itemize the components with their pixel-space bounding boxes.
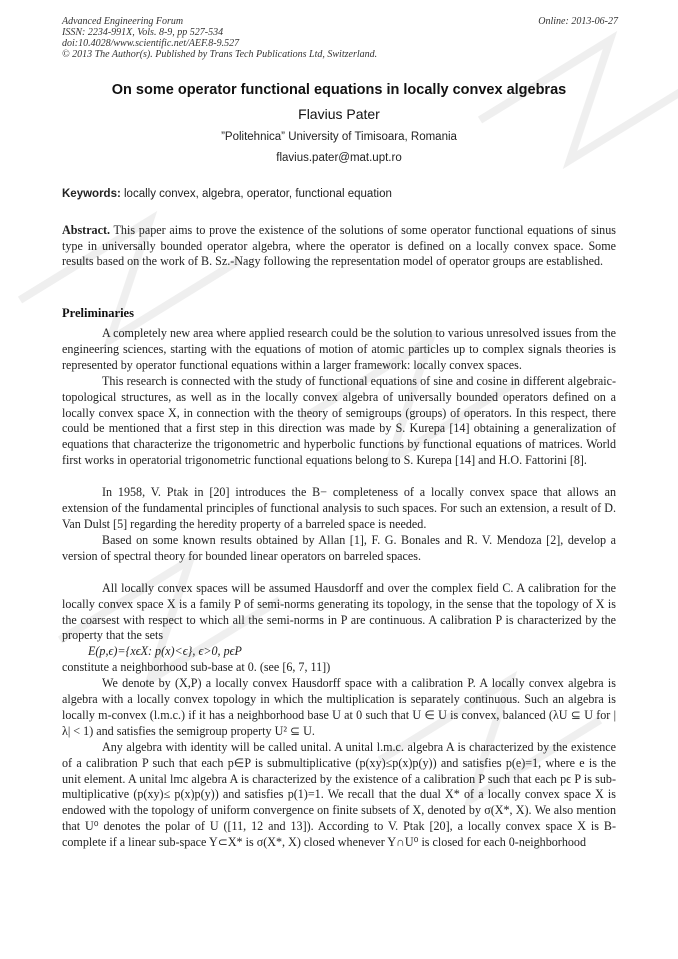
copyright-line: © 2013 The Author(s). Published by Trans Tech Publications Ltd, Switzerland. bbox=[62, 49, 378, 60]
author-affiliation: ”Politehnica” University of Timisoara, Romania bbox=[221, 131, 457, 143]
keywords bbox=[62, 188, 618, 200]
journal-header bbox=[62, 16, 618, 60]
keywords-text: locally convex, algebra, operator, functional equation bbox=[120, 188, 392, 200]
paragraph: A completely new area where applied research could be the solution to various unresolved issues from the engineering sciences, starting with the equations of motion of atomic particles up to complex signals theories is represented by operator functional equations within a larger framework: locally convex spaces. bbox=[62, 326, 616, 372]
paper-title: On some operator functional equations in locally convex algebras bbox=[111, 82, 567, 98]
issn-line: ISSN: 2234-991X, Vols. 8-9, pp 527-534 bbox=[62, 27, 224, 38]
paragraph: We denote by (X,P) a locally convex Hausdorff space with a calibration P. A locally convex algebra is algebra with a locally convex topology in which the multiplication is separately continuous. Such an algebra is locally m-convex (l.m.c.) if it has a neighborhood base U at 0 such that U ∈ U is convex, balanced (λU ⊆ U for |λ| < 1) and satisfies the semigroup property U² ⊆ U. bbox=[62, 676, 616, 738]
body-text bbox=[62, 326, 616, 851]
paragraph: constitute a neighborhood sub-base at 0. (see [6, 7, 11]) bbox=[62, 660, 331, 675]
author-name: Flavius Pater bbox=[298, 106, 380, 122]
section-heading: Preliminaries bbox=[62, 306, 134, 320]
keywords-label: Keywords: bbox=[62, 188, 121, 200]
formula-line: E(p,ϵ)={xϵX: p(x)<ϵ}, ϵ>0, pϵP bbox=[88, 644, 242, 659]
author-email-link[interactable]: flavius.pater@mat.upt.ro bbox=[276, 152, 402, 164]
journal-name: Advanced Engineering Forum bbox=[62, 16, 184, 27]
abstract bbox=[62, 223, 616, 270]
abstract-label: Abstract. bbox=[62, 223, 111, 237]
paragraph: All locally convex spaces will be assumed Hausdorff and over the complex field C. A calibration for the locally convex space X is a family P of semi-norms generating its topology, in the sense that the topology of X is the coarsest with respect to which all the semi-norms in P are continuous. A calibration P is characterized by the property that the sets bbox=[62, 580, 616, 643]
doi-link[interactable]: doi:10.4028/www.scientific.net/AEF.8-9.527 bbox=[62, 38, 240, 49]
paragraph: This research is connected with the study of functional equations of sine and cosine in different algebraic-topological structures, as well as in the locally convex algebra of universally bounded operators defined on a locally convex space X, in connection with the theory of semigroups (groups) of operators. In this respect, there could be mentioned that a first step in this direction was made by S. Kurepa [14] obtaining a generalization of equations that characterize the trigonometric and hyperbolic functions by functional equations of matrices. World first works in operatorial trigonometric functional equations belong to S. Kurepa [14] and H.O. Fattorini [8]. bbox=[62, 373, 616, 468]
paragraph: Based on some known results obtained by Allan [1], F. G. Bonales and R. V. Mendoza [2], develop a version of spectral theory for bounded linear operators on barreled spaces. bbox=[62, 532, 616, 563]
paragraph: In 1958, V. Ptak in [20] introduces the B− completeness of a locally convex space that allows an extension of the fundamental principles of functional analysis to such spaces. For such an extension, a result of D. Van Dulst [5] regarding the heredity property of a barreled space is needed. bbox=[62, 485, 616, 531]
online-date: Online: 2013-06-27 bbox=[538, 16, 618, 27]
paragraph: Any algebra with identity will be called unital. A unital l.m.c. algebra A is characterized by the existence of a calibration P such that each p∈P is submultiplicative (p(xy)≤p(x)p(y)) and satisfies p(e)=1, where e is the unit element. A unital lmc algebra A is characterized by the existence of a calibration P such that each pϵ P is sub-multiplicative (p(xy)≤ p(x)p(y)) and satisfies p(1)=1. We recall that the dual X* of a locally convex space X is endowed with the topology of uniform convergence on finite subsets of X, denoted by σ(X*, X). We also mention that U⁰ denotes the polar of U ([11, 12 and 13]). According to V. Ptak [20], a locally convex space X is B-complete if a linear sub-space Y⊂X* is σ(X*, X) closed whenever Y∩U⁰ is closed for each 0-neighborhood bbox=[62, 739, 616, 850]
abstract-text: This paper aims to prove the existence of the solutions of some operator functional equations of sinus type in universally bounded operator algebra, where the operator is defined on a locally convex space. Some results based on the work of B. Sz.-Nagy following the representation model of operator groups are established. bbox=[62, 223, 616, 269]
